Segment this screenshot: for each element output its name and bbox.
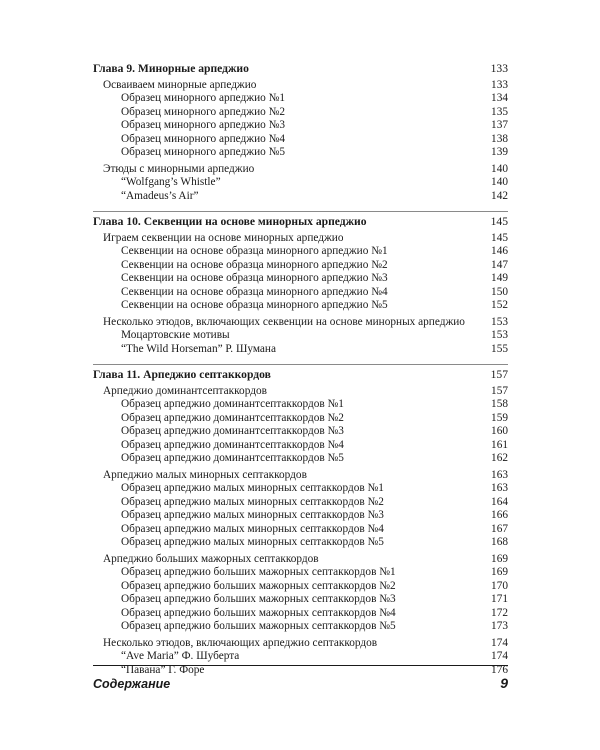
subsection-entry[interactable] bbox=[93, 119, 508, 133]
subsection-entry-title: Образец арпеджио малых минорных септаккордов №4 bbox=[121, 522, 384, 535]
subsection-entry-page-number: 134 bbox=[491, 92, 508, 104]
section-entry[interactable] bbox=[93, 385, 508, 399]
subsection-entry-page-number: 138 bbox=[491, 132, 508, 145]
toc-section bbox=[93, 232, 508, 313]
subsection-entry-page-number: 171 bbox=[491, 593, 508, 605]
subsection-entry-title: Образец арпеджио доминантсептаккордов №4 bbox=[121, 438, 344, 451]
subsection-entry[interactable] bbox=[93, 620, 508, 634]
subsection-entry-page-number: 167 bbox=[491, 522, 508, 535]
subsection-entry[interactable] bbox=[93, 286, 508, 300]
subsection-entry-page-number: 152 bbox=[491, 299, 508, 311]
subsection-entry-title: Секвенции на основе образца минорного арпеджио №2 bbox=[121, 258, 388, 271]
subsection-entry-page-number: 153 bbox=[491, 329, 508, 341]
subsection-entry-title: Образец арпеджио доминантсептаккордов №3 bbox=[121, 425, 344, 437]
subsection-entry-page-number: 172 bbox=[491, 606, 508, 619]
subsection-entry-title: Образец минорного арпеджио №2 bbox=[121, 105, 286, 118]
subsection-entry[interactable] bbox=[93, 607, 508, 621]
subsection-entry-page-number: 147 bbox=[491, 258, 508, 271]
subsection-entry[interactable] bbox=[93, 133, 508, 147]
subsection-entry-page-number: 149 bbox=[491, 272, 508, 284]
subsection-entry[interactable] bbox=[93, 92, 508, 106]
subsection-entry-page-number: 160 bbox=[491, 425, 508, 437]
subsection-entry-page-number: 158 bbox=[491, 398, 508, 410]
subsection-entry-page-number: 162 bbox=[491, 452, 508, 464]
toc-section bbox=[93, 316, 508, 357]
toc-section bbox=[93, 385, 508, 466]
subsection-entry-title: Образец арпеджио доминантсептаккордов №1 bbox=[121, 398, 344, 410]
subsection-entry[interactable] bbox=[93, 398, 508, 412]
section-entry[interactable] bbox=[93, 79, 508, 93]
chapter-heading-page-number: 145 bbox=[490, 215, 508, 228]
subsection-entry-title: Образец арпеджио больших мажорных септаккордов №3 bbox=[121, 593, 396, 605]
subsection-entry-page-number: 150 bbox=[491, 285, 508, 298]
subsection-entry-title: Образец арпеджио больших мажорных септаккордов №1 bbox=[121, 566, 396, 578]
subsection-entry-title: “Amadeus’s Air” bbox=[121, 189, 199, 202]
section-entry-title: Арпеджио малых минорных септаккордов bbox=[103, 468, 307, 481]
chapter-heading[interactable] bbox=[93, 62, 508, 76]
section-entry-title: Этюды с минорными арпеджио bbox=[103, 162, 255, 175]
subsection-entry[interactable] bbox=[93, 245, 508, 259]
page-number: 9 bbox=[500, 675, 508, 691]
subsection-entry-title: Образец арпеджио больших мажорных септаккордов №5 bbox=[121, 620, 396, 632]
subsection-entry[interactable] bbox=[93, 452, 508, 466]
subsection-entry-page-number: 161 bbox=[491, 438, 508, 451]
section-entry-title: Осваиваем минорные арпеджио bbox=[103, 78, 257, 91]
subsection-entry[interactable] bbox=[93, 536, 508, 550]
page-footer bbox=[93, 665, 508, 691]
subsection-entry-title: Образец арпеджио больших мажорных септаккордов №4 bbox=[121, 606, 396, 619]
subsection-entry[interactable] bbox=[93, 412, 508, 426]
subsection-entry-title: Образец арпеджио доминантсептаккордов №2 bbox=[121, 411, 344, 424]
subsection-entry-title: Образец минорного арпеджио №1 bbox=[121, 92, 286, 104]
subsection-entry[interactable] bbox=[93, 176, 508, 190]
subsection-entry-title: Образец минорного арпеджио №4 bbox=[121, 132, 286, 145]
subsection-entry-title: Образец арпеджио малых минорных септаккордов №3 bbox=[121, 509, 384, 521]
toc-chapter bbox=[93, 211, 508, 356]
subsection-entry-title: Образец арпеджио больших мажорных септаккордов №2 bbox=[121, 579, 396, 592]
subsection-entry-title: Образец арпеджио малых минорных септаккордов №2 bbox=[121, 495, 384, 508]
subsection-entry-title: “Ave Maria” Ф. Шуберта bbox=[121, 650, 240, 662]
section-entry[interactable] bbox=[93, 553, 508, 567]
section-entry-title: Арпеджио доминантсептаккордов bbox=[103, 384, 267, 397]
subsection-entry[interactable] bbox=[93, 496, 508, 510]
toc-section bbox=[93, 79, 508, 160]
toc-chapter bbox=[93, 364, 508, 677]
subsection-entry-title: Секвенции на основе образца минорного арпеджио №4 bbox=[121, 285, 388, 298]
subsection-entry-page-number: 176 bbox=[491, 663, 508, 676]
section-entry[interactable] bbox=[93, 469, 508, 483]
subsection-entry[interactable] bbox=[93, 650, 508, 664]
section-entry-title: Арпеджио больших мажорных септаккордов bbox=[103, 552, 319, 565]
toc-section bbox=[93, 553, 508, 634]
section-entry-page-number: 169 bbox=[491, 552, 508, 565]
subsection-entry[interactable] bbox=[93, 593, 508, 607]
section-entry[interactable] bbox=[93, 316, 508, 330]
subsection-entry-page-number: 139 bbox=[491, 146, 508, 158]
subsection-entry[interactable] bbox=[93, 146, 508, 160]
subsection-entry-page-number: 173 bbox=[491, 620, 508, 632]
subsection-entry[interactable] bbox=[93, 299, 508, 313]
subsection-entry[interactable] bbox=[93, 329, 508, 343]
subsection-entry-title: Образец минорного арпеджио №5 bbox=[121, 146, 286, 158]
subsection-entry-page-number: 164 bbox=[491, 495, 508, 508]
subsection-entry[interactable] bbox=[93, 190, 508, 204]
section-entry-page-number: 133 bbox=[491, 78, 508, 91]
section-entry-page-number: 145 bbox=[491, 231, 508, 244]
subsection-entry-title: Образец минорного арпеджио №3 bbox=[121, 119, 286, 131]
toc-section bbox=[93, 469, 508, 550]
toc-section bbox=[93, 163, 508, 204]
subsection-entry-title: Образец арпеджио малых минорных септаккордов №1 bbox=[121, 482, 384, 494]
subsection-entry[interactable] bbox=[93, 272, 508, 286]
subsection-entry[interactable] bbox=[93, 439, 508, 453]
section-entry[interactable] bbox=[93, 232, 508, 246]
subsection-entry[interactable] bbox=[93, 106, 508, 120]
chapter-heading-page-number: 157 bbox=[490, 368, 508, 381]
subsection-entry-page-number: 166 bbox=[491, 509, 508, 521]
subsection-entry-title: “The Wild Horseman” Р. Шумана bbox=[121, 342, 276, 355]
subsection-entry-title: Моцартовские мотивы bbox=[121, 329, 230, 341]
footer-title: Содержание bbox=[93, 677, 171, 691]
subsection-entry[interactable] bbox=[93, 509, 508, 523]
subsection-entry-title: Секвенции на основе образца минорного арпеджио №3 bbox=[121, 272, 388, 284]
subsection-entry-title: Образец арпеджио доминантсептаккордов №5 bbox=[121, 452, 344, 464]
section-entry[interactable] bbox=[93, 637, 508, 651]
section-entry-page-number: 163 bbox=[491, 468, 508, 481]
section-entry-page-number: 153 bbox=[491, 315, 508, 328]
subsection-entry[interactable] bbox=[93, 425, 508, 439]
subsection-entry-title: “Павана” Г. Форе bbox=[121, 663, 205, 676]
subsection-entry-page-number: 170 bbox=[491, 579, 508, 592]
subsection-entry-page-number: 169 bbox=[491, 566, 508, 578]
subsection-entry[interactable] bbox=[93, 566, 508, 580]
chapter-heading[interactable] bbox=[93, 368, 508, 382]
section-entry-page-number: 157 bbox=[491, 384, 508, 397]
section-entry-title: Несколько этюдов, включающих арпеджио септаккордов bbox=[103, 636, 378, 649]
chapter-heading-title: Глава 11. Арпеджио септаккордов bbox=[93, 368, 271, 381]
chapter-heading-title: Глава 9. Минорные арпеджио bbox=[93, 62, 249, 75]
table-of-contents bbox=[93, 62, 508, 685]
subsection-entry[interactable] bbox=[93, 259, 508, 273]
chapter-heading-page-number: 133 bbox=[490, 62, 508, 75]
subsection-entry-page-number: 155 bbox=[491, 342, 508, 355]
subsection-entry-title: Секвенции на основе образца минорного арпеджио №1 bbox=[121, 245, 388, 257]
subsection-entry[interactable] bbox=[93, 580, 508, 594]
subsection-entry[interactable] bbox=[93, 482, 508, 496]
subsection-entry-page-number: 168 bbox=[491, 536, 508, 548]
chapter-heading[interactable] bbox=[93, 215, 508, 229]
subsection-entry[interactable] bbox=[93, 343, 508, 357]
subsection-entry-page-number: 142 bbox=[491, 189, 508, 202]
subsection-entry[interactable] bbox=[93, 523, 508, 537]
subsection-entry-page-number: 135 bbox=[491, 105, 508, 118]
chapter-heading-title: Глава 10. Секвенции на основе минорных арпеджио bbox=[93, 215, 367, 228]
toc-chapter bbox=[93, 62, 508, 203]
subsection-entry-page-number: 163 bbox=[491, 482, 508, 494]
subsection-entry-title: Секвенции на основе образца минорного арпеджио №5 bbox=[121, 299, 388, 311]
subsection-entry-page-number: 140 bbox=[491, 176, 508, 188]
subsection-entry-page-number: 174 bbox=[491, 650, 508, 662]
section-entry-page-number: 140 bbox=[491, 162, 508, 175]
subsection-entry-title: “Wolfgang’s Whistle” bbox=[121, 176, 221, 188]
section-entry-title: Несколько этюдов, включающих секвенции на основе минорных арпеджио bbox=[103, 315, 465, 328]
section-entry-title: Играем секвенции на основе минорных арпеджио bbox=[103, 231, 344, 244]
subsection-entry-page-number: 159 bbox=[491, 411, 508, 424]
section-entry[interactable] bbox=[93, 163, 508, 177]
subsection-entry-title: Образец арпеджио малых минорных септаккордов №5 bbox=[121, 536, 384, 548]
section-entry-page-number: 174 bbox=[491, 636, 508, 649]
subsection-entry-page-number: 146 bbox=[491, 245, 508, 257]
subsection-entry-page-number: 137 bbox=[491, 119, 508, 131]
